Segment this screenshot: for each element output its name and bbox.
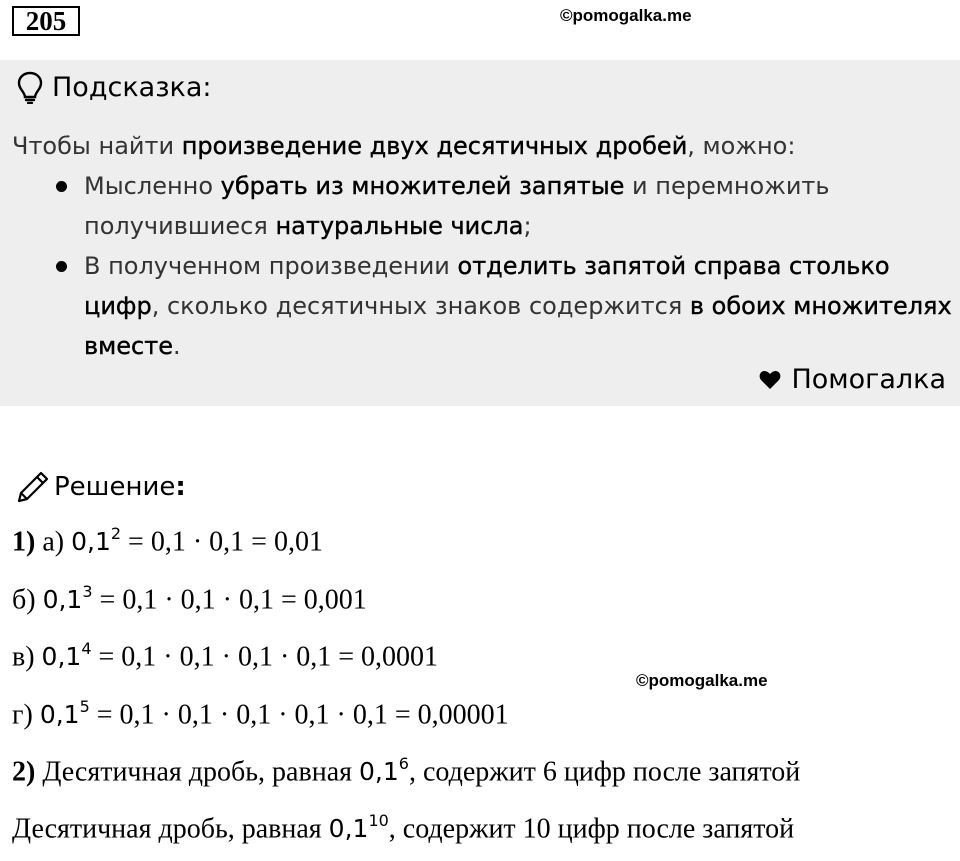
hint-intro-plain-end: , можно: — [687, 132, 796, 160]
power-exponent: 5 — [79, 697, 90, 716]
hint-intro-bold: произведение двух десятичных дробей — [181, 132, 688, 160]
power — [42, 582, 93, 615]
bullet-text: , сколько десятичных знаков содержится — [151, 292, 690, 320]
solution-line-1a — [12, 524, 323, 558]
hint-intro — [12, 126, 952, 166]
line-rest: , содержит 10 цифр после запятой — [388, 813, 795, 845]
bullet-bold: убрать из множителей запятые — [220, 172, 625, 200]
hint-text — [12, 126, 952, 366]
power-base: 0,1 — [41, 642, 82, 672]
power-exponent: 10 — [368, 811, 389, 830]
power-exponent: 6 — [398, 754, 409, 773]
bullet-text: ; — [523, 212, 532, 240]
solution-title — [16, 470, 186, 504]
hint-title — [16, 70, 212, 104]
line-rest: = 0,1 · 0,1 = 0,01 — [121, 526, 323, 558]
line-prefix: г) — [12, 699, 40, 731]
solution-line-2b — [12, 811, 795, 845]
power-base: 0,1 — [328, 814, 369, 844]
watermark-top: ©pomogalka.me — [560, 6, 692, 25]
hint-intro-plain: Чтобы найти — [12, 132, 182, 160]
solution-line-1c — [12, 639, 439, 673]
bullet-text: и перемножить получившиеся — [84, 172, 830, 240]
power-exponent: 3 — [82, 582, 93, 601]
line-prefix: а) — [35, 526, 72, 558]
line-rest: = 0,1 · 0,1 · 0,1 · 0,1 · 0,1 = 0,00001 — [89, 699, 509, 731]
line-rest: = 0,1 · 0,1 · 0,1 = 0,001 — [92, 584, 367, 616]
power-base: 0,1 — [42, 585, 83, 615]
solution-line-1b — [12, 582, 367, 616]
watermark-middle: ©pomogalka.me — [636, 671, 768, 690]
hint-title-text: Подсказка: — [52, 71, 212, 103]
bullet-text: В полученном произведении — [84, 252, 458, 280]
power-base: 0,1 — [71, 527, 111, 557]
line-rest: = 0,1 · 0,1 · 0,1 · 0,1 = 0,0001 — [91, 641, 439, 673]
hint-bullets — [12, 166, 952, 366]
bullet-text: . — [172, 332, 181, 360]
pencil-icon — [16, 470, 50, 504]
power-base: 0,1 — [39, 700, 80, 730]
problem-number: 205 — [12, 6, 80, 36]
signature-text: Помогалка — [791, 364, 946, 395]
solution-title-colon: : — [175, 472, 186, 502]
heart-icon — [759, 370, 781, 390]
power-exponent: 4 — [81, 639, 92, 658]
bullet-bold: натуральные числа — [275, 212, 524, 240]
power — [359, 754, 409, 787]
bullet-bold: в обоих множителях вместе — [84, 292, 952, 360]
line-prefix: в) — [12, 641, 42, 673]
solution-line-1d — [12, 697, 509, 731]
signature — [759, 366, 946, 393]
bullet-text: Мысленно — [84, 172, 221, 200]
power-base: 0,1 — [359, 757, 399, 787]
hint-box — [0, 60, 960, 406]
power — [39, 697, 90, 730]
lightbulb-icon — [16, 70, 44, 104]
solution-line-2a — [12, 754, 801, 788]
hint-bullet — [12, 166, 952, 246]
power — [328, 811, 389, 844]
solution-title-text: Решение — [54, 472, 176, 502]
line-prefix: Десятичная дробь, равная — [12, 813, 329, 845]
bullet-bold: отделить запятой справа столько цифр — [84, 252, 890, 320]
line-prefix: Десятичная дробь, равная — [35, 756, 359, 788]
power — [41, 639, 92, 672]
hint-bullet — [12, 246, 952, 366]
item-number: 2) — [12, 756, 36, 788]
line-rest: , содержит 6 цифр после запятой — [408, 756, 801, 788]
line-prefix: б) — [12, 584, 43, 616]
item-number: 1) — [12, 526, 36, 558]
power-exponent: 2 — [110, 524, 122, 543]
power — [71, 524, 122, 557]
